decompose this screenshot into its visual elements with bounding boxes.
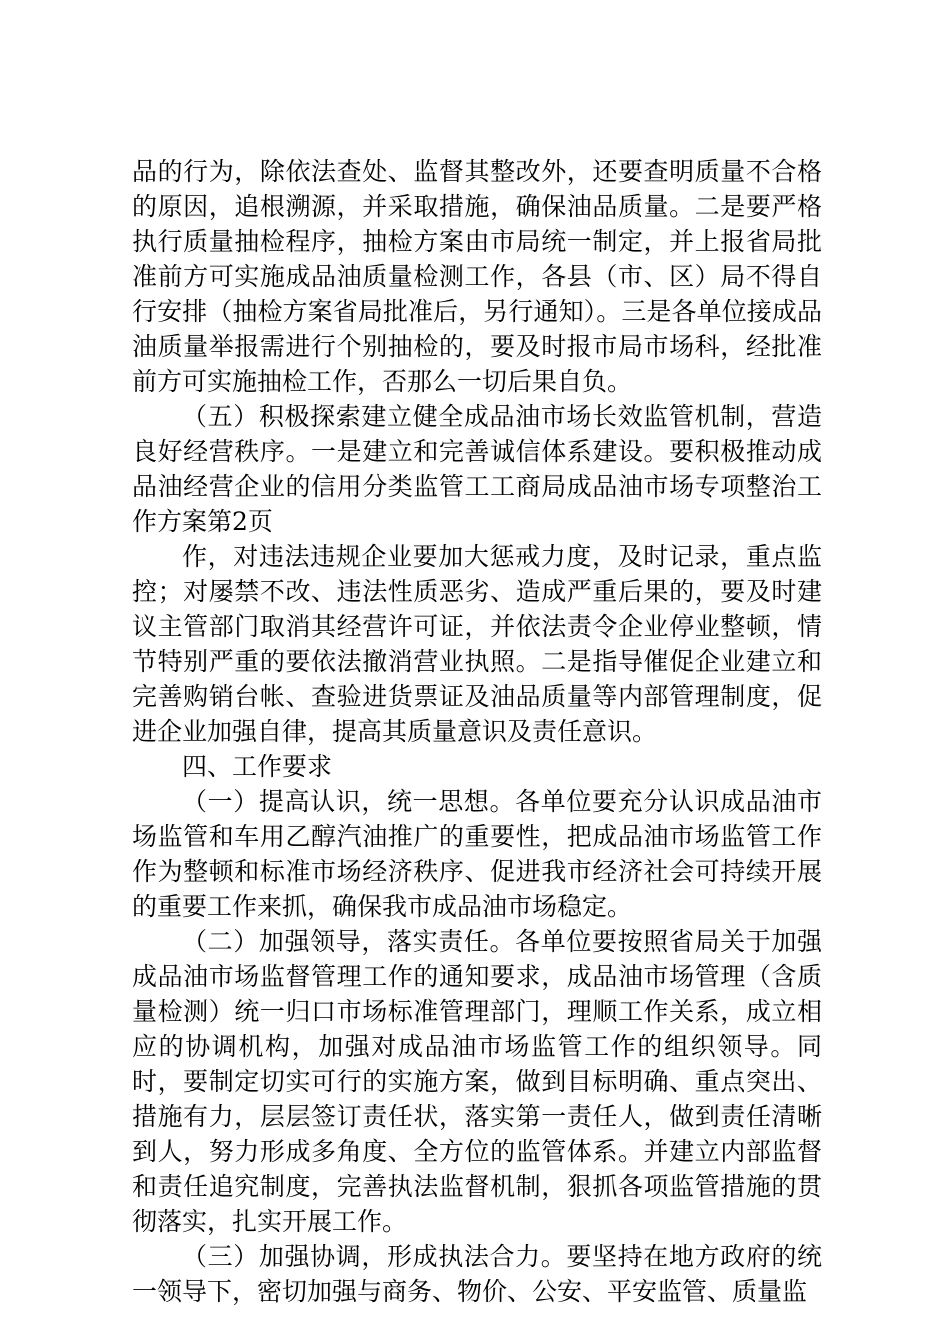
paragraph-continuation-enforcement: 作，对违法违规企业要加大惩戒力度，及时记录，重点监控；对屡禁不改、违法性质恶劣、造成严重后果的，要及时建议主管部门取消其经营许可证，并依法责令企业停业整顿，情节特别严重的要依法撤消营业执照。二是指导催促企业建立和完善购销台帐、查验进货票证及油品质量等内部管理制度，促进企业加强自律，提高其质量意识及责任意识。	[132, 542, 822, 746]
paragraph-requirement-3: （三）加强协调，形成执法合力。要坚持在地方政府的统一领导下，密切加强与商务、物价、公安、平安监管、质量监	[132, 1242, 822, 1306]
paragraph-item-5: （五）积极探索建立健全成品油市场长效监管机制，营造良好经营秩序。一是建立和完善诚信体系建设。要积极推动成品油经营企业的信用分类监管工工商局成品油市场专项整治工作方案第2页	[132, 402, 822, 536]
paragraph-requirement-1: （一）提高认识，统一思想。各单位要充分认识成品油市场监管和车用乙醇汽油推广的重要性，把成品油市场监管工作作为整顿和标准市场经济秩序、促进我市经济社会可持续开展的重要工作来抓，确保我市成品油市场稳定。	[132, 787, 822, 921]
paragraph-requirement-2: （二）加强领导，落实责任。各单位要按照省局关于加强成品油市场监督管理工作的通知要求，成品油市场管理（含质量检测）统一归口市场标准管理部门，理顺工作关系，成立相应的协调机构，加强对成品油市场监管工作的组织领导。同时，要制定切实可行的实施方案，做到目标明确、重点突出、措施有力，层层签订责任状，落实第一责任人，做到责任清晰到人，努力形成多角度、全方位的监管体系。并建立内部监督和责任追究制度，完善执法监督机制，狠抓各项监管措施的贯彻落实，扎实开展工作。	[132, 927, 822, 1236]
section-heading-work-requirements: 四、工作要求	[182, 752, 333, 781]
document-body	[132, 154, 822, 1309]
paragraph-continuation-quality: 品的行为，除依法查处、监督其整改外，还要查明质量不合格的原因，追根溯源，并采取措施，确保油品质量。二是要严格执行质量抽检程序，抽检方案由市局统一制定，并上报省局批准前方可实施成品油质量检测工作，各县（市、区）局不得自行安排（抽检方案省局批准后，另行通知）。三是各单位接成品油质量举报需进行个别抽检的，要及时报市局市场科，经批准前方可实施抽检工作，否那么一切后果自负。	[132, 157, 822, 396]
